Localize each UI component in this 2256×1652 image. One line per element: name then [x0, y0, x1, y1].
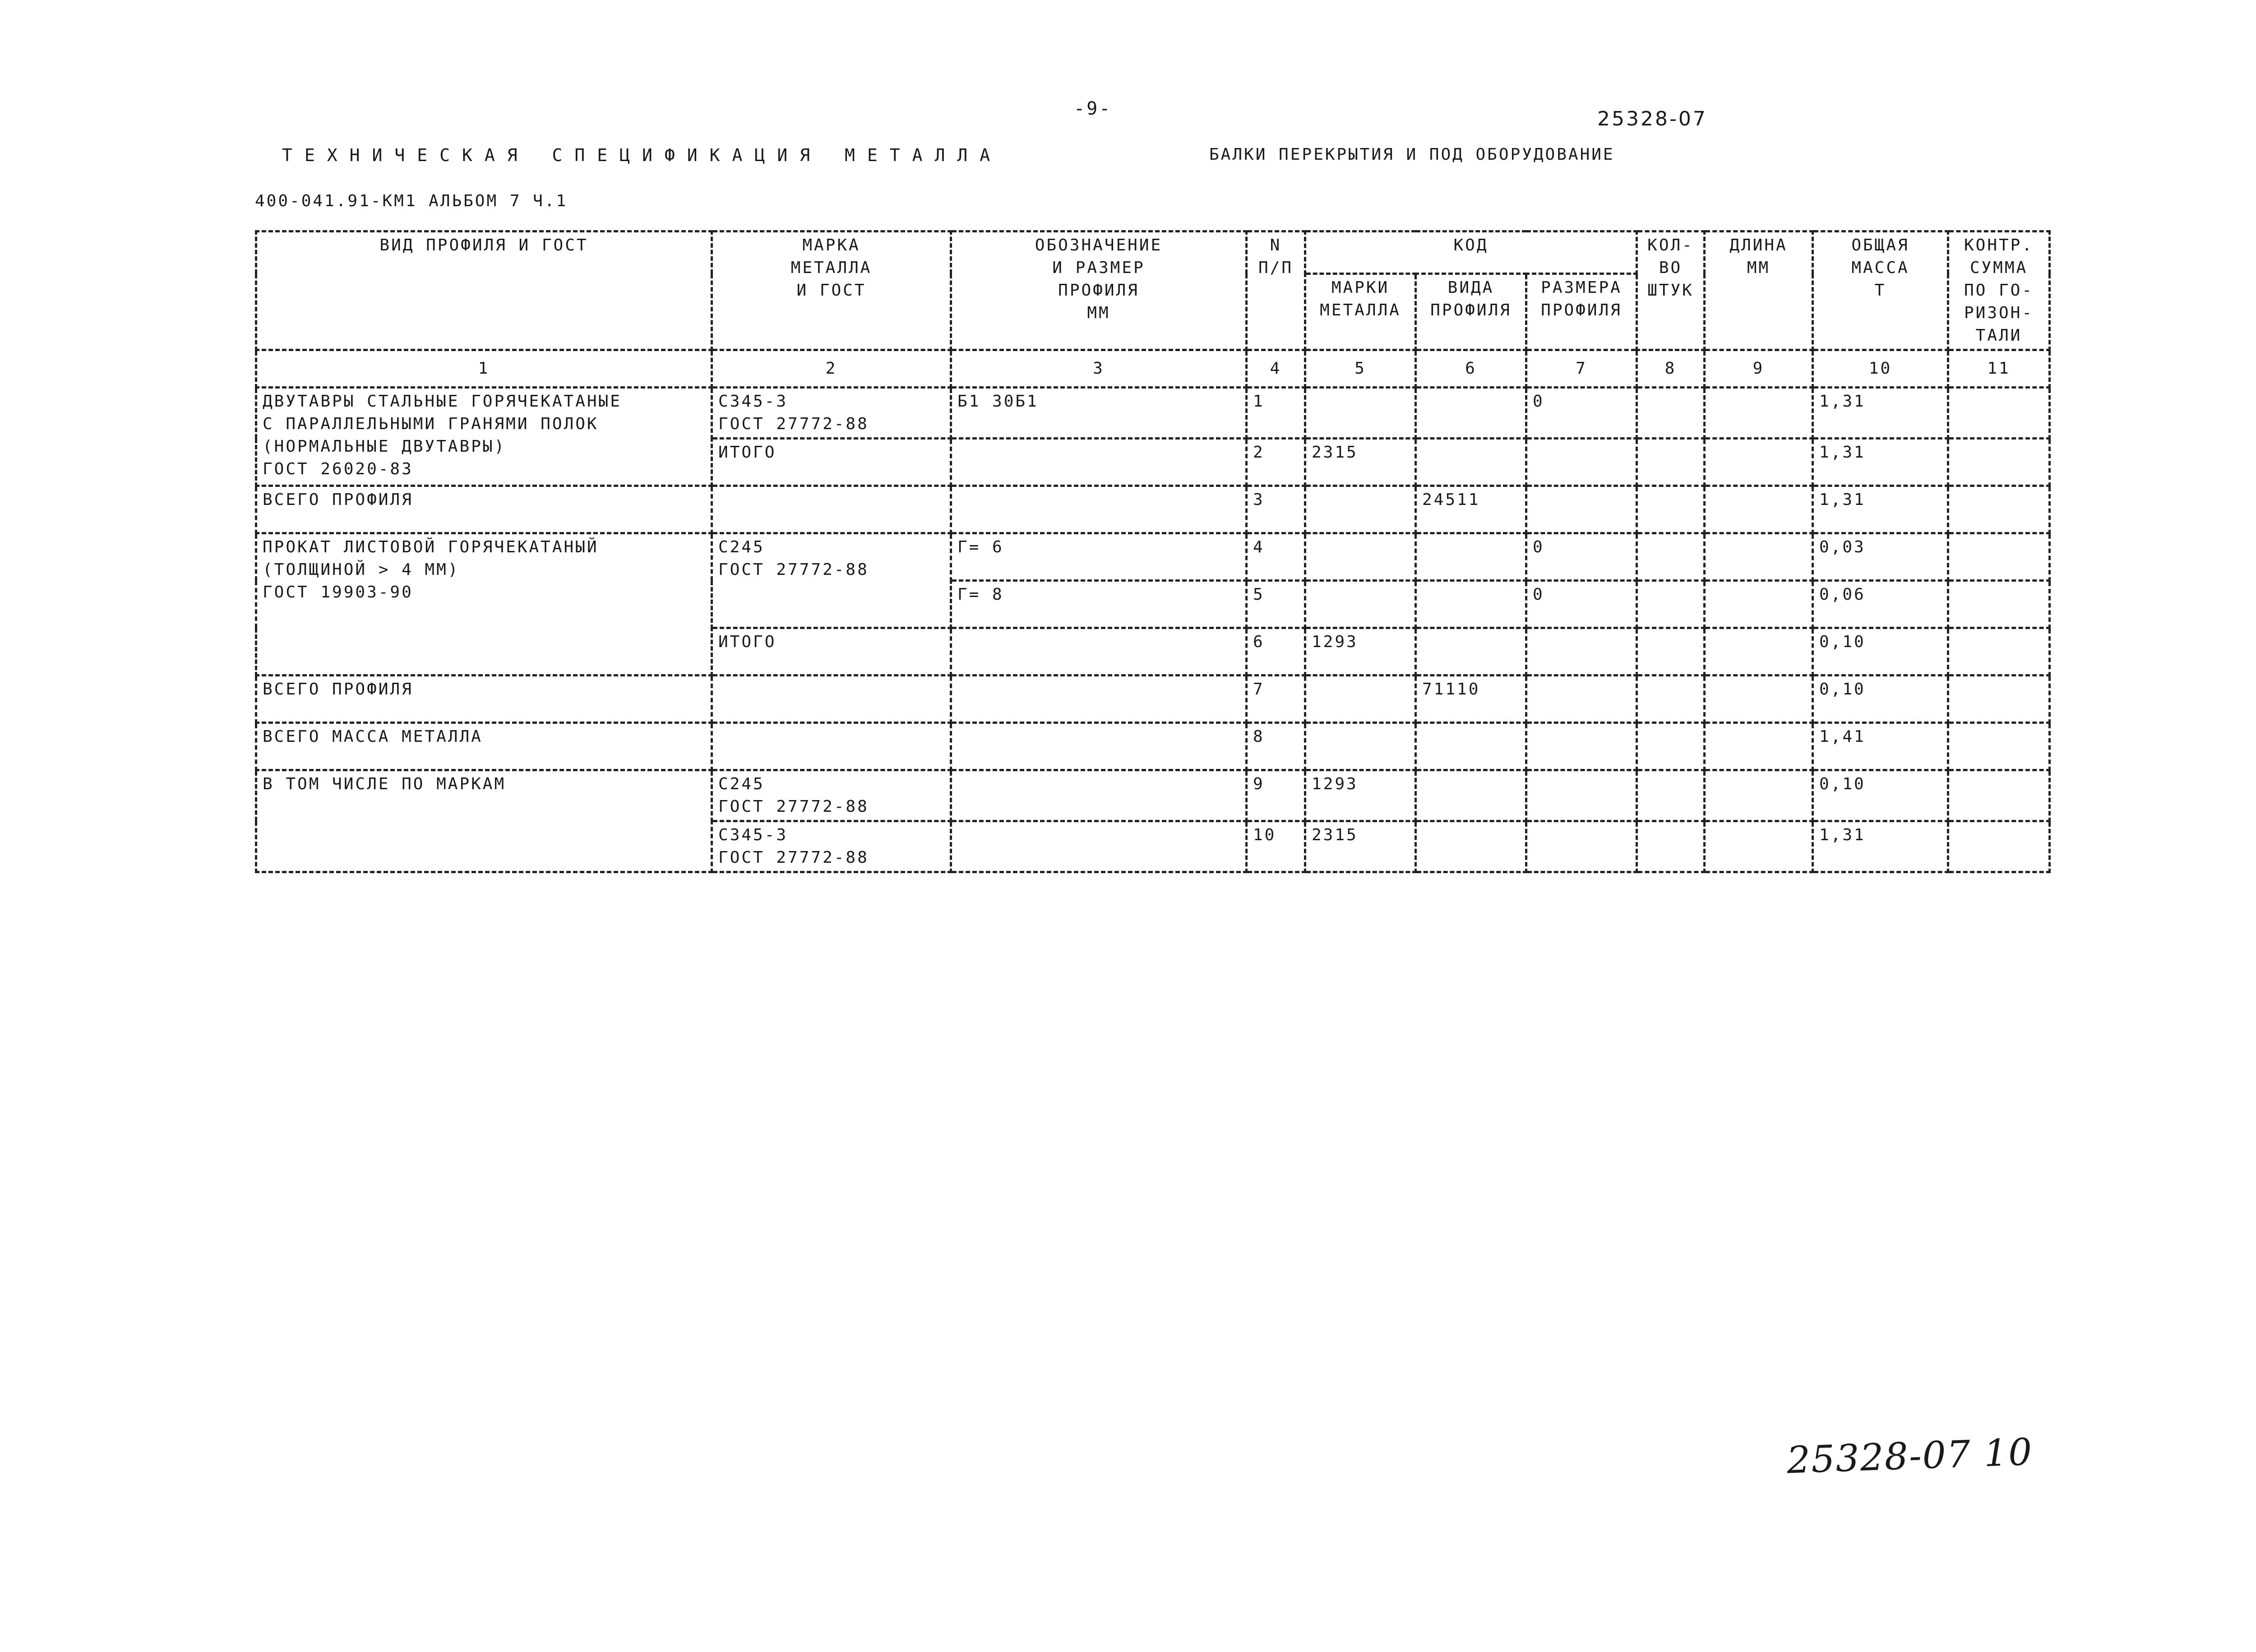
length-cell: [1705, 770, 1813, 821]
grade-cell: ИТОГО: [712, 628, 951, 676]
code-type-cell: [1416, 388, 1526, 439]
code-size-cell: 0: [1526, 581, 1637, 628]
column-number: 9: [1705, 350, 1813, 388]
header-npp: N П/П: [1247, 231, 1305, 350]
header-mass: ОБЩАЯ МАССА Т: [1813, 231, 1948, 350]
npp-cell: 2: [1247, 439, 1305, 486]
header-checksum: КОНТР. СУММА ПО ГО- РИЗОН- ТАЛИ: [1948, 231, 2050, 350]
designation-cell: Б1 30Б1: [951, 388, 1247, 439]
checksum-cell: [1948, 533, 2050, 581]
mass-cell: 0,06: [1813, 581, 1948, 628]
designation-cell: [951, 486, 1247, 533]
length-cell: [1705, 723, 1813, 770]
code-grade-cell: [1305, 581, 1416, 628]
profile-cell: ВСЕГО МАССА МЕТАЛЛА: [256, 723, 712, 770]
code-size-cell: 0: [1526, 388, 1637, 439]
mass-cell: 0,10: [1813, 676, 1948, 723]
npp-cell: 3: [1247, 486, 1305, 533]
npp-cell: 1: [1247, 388, 1305, 439]
code-size-cell: [1526, 676, 1637, 723]
specification-table: [255, 230, 2051, 873]
mass-cell: 0,03: [1813, 533, 1948, 581]
qty-cell: [1637, 676, 1705, 723]
mass-cell: 1,31: [1813, 486, 1948, 533]
column-number: 4: [1247, 350, 1305, 388]
column-number: 6: [1416, 350, 1526, 388]
code-size-cell: [1526, 770, 1637, 821]
table-row: [256, 676, 2050, 723]
grade-cell: С245 ГОСТ 27772-88: [712, 770, 951, 821]
designation-cell: [951, 676, 1247, 723]
grade-cell: [712, 486, 951, 533]
code-type-cell: 24511: [1416, 486, 1526, 533]
code-grade-cell: 1293: [1305, 628, 1416, 676]
npp-cell: 10: [1247, 821, 1305, 872]
length-cell: [1705, 581, 1813, 628]
length-cell: [1705, 439, 1813, 486]
mass-cell: 1,31: [1813, 388, 1948, 439]
column-number: 7: [1526, 350, 1637, 388]
code-type-cell: [1416, 770, 1526, 821]
checksum-cell: [1948, 723, 2050, 770]
code-size-cell: 0: [1526, 533, 1637, 581]
designation-cell: [951, 439, 1247, 486]
qty-cell: [1637, 486, 1705, 533]
qty-cell: [1637, 628, 1705, 676]
table-row: [256, 486, 2050, 533]
qty-cell: [1637, 821, 1705, 872]
header-designation: ОБОЗНАЧЕНИЕ И РАЗМЕР ПРОФИЛЯ ММ: [951, 231, 1247, 350]
mass-cell: 1,31: [1813, 821, 1948, 872]
handwritten-document-code: 25328-07 10: [1786, 1430, 2034, 1482]
header-code-grade: МАРКИ МЕТАЛЛА: [1305, 274, 1416, 350]
code-grade-cell: [1305, 388, 1416, 439]
column-number: 11: [1948, 350, 2050, 388]
checksum-cell: [1948, 821, 2050, 872]
page-number: -9-: [1074, 98, 1112, 119]
profile-cell: ДВУТАВРЫ СТАЛЬНЫЕ ГОРЯЧЕКАТАНЫЕ С ПАРАЛЛЕЛЬНЫМИ ГРАНЯМИ ПОЛОК (НОРМАЛЬНЫЕ ДВУТАВРЫ) ГОСТ 26020-83: [256, 388, 712, 486]
checksum-cell: [1948, 628, 2050, 676]
table-header-row: [256, 231, 2050, 274]
code-size-cell: [1526, 439, 1637, 486]
qty-cell: [1637, 388, 1705, 439]
code-grade-cell: 2315: [1305, 439, 1416, 486]
code-type-cell: [1416, 581, 1526, 628]
header-code-size: РАЗМЕРА ПРОФИЛЯ: [1526, 274, 1637, 350]
mass-cell: 1,41: [1813, 723, 1948, 770]
grade-cell: С245 ГОСТ 27772-88: [712, 533, 951, 628]
npp-cell: 5: [1247, 581, 1305, 628]
qty-cell: [1637, 533, 1705, 581]
designation-cell: [951, 628, 1247, 676]
header-code-group: КОД: [1305, 231, 1637, 274]
code-type-cell: [1416, 628, 1526, 676]
column-number-row: [256, 350, 2050, 388]
checksum-cell: [1948, 770, 2050, 821]
table-row: [256, 533, 2050, 581]
code-size-cell: [1526, 723, 1637, 770]
designation-cell: [951, 821, 1247, 872]
header-length: ДЛИНА ММ: [1705, 231, 1813, 350]
grade-cell: С345-3 ГОСТ 27772-88: [712, 388, 951, 439]
length-cell: [1705, 821, 1813, 872]
qty-cell: [1637, 439, 1705, 486]
npp-cell: 6: [1247, 628, 1305, 676]
code-grade-cell: [1305, 486, 1416, 533]
column-number: 3: [951, 350, 1247, 388]
qty-cell: [1637, 581, 1705, 628]
length-cell: [1705, 388, 1813, 439]
checksum-cell: [1948, 676, 2050, 723]
document-code: 25328-07: [1597, 107, 1707, 130]
length-cell: [1705, 676, 1813, 723]
npp-cell: 4: [1247, 533, 1305, 581]
grade-cell: ИТОГО: [712, 439, 951, 486]
code-type-cell: [1416, 439, 1526, 486]
header-grade: МАРКА МЕТАЛЛА И ГОСТ: [712, 231, 951, 350]
code-type-cell: 71110: [1416, 676, 1526, 723]
code-grade-cell: 1293: [1305, 770, 1416, 821]
header-profile: ВИД ПРОФИЛЯ И ГОСТ: [256, 231, 712, 350]
column-number: 10: [1813, 350, 1948, 388]
profile-cell: ВСЕГО ПРОФИЛЯ: [256, 486, 712, 533]
checksum-cell: [1948, 439, 2050, 486]
code-grade-cell: [1305, 723, 1416, 770]
designation-cell: Г= 6: [951, 533, 1247, 581]
header-code-type: ВИДА ПРОФИЛЯ: [1416, 274, 1526, 350]
designation-cell: [951, 770, 1247, 821]
table-row: [256, 723, 2050, 770]
checksum-cell: [1948, 486, 2050, 533]
npp-cell: 7: [1247, 676, 1305, 723]
header-qty: КОЛ- ВО ШТУК: [1637, 231, 1705, 350]
length-cell: [1705, 628, 1813, 676]
mass-cell: 1,31: [1813, 439, 1948, 486]
designation-cell: [951, 723, 1247, 770]
code-type-cell: [1416, 723, 1526, 770]
album-reference: 400-041.91-КМ1 АЛЬБОМ 7 Ч.1: [255, 192, 568, 210]
column-number: 2: [712, 350, 951, 388]
profile-cell: ВСЕГО ПРОФИЛЯ: [256, 676, 712, 723]
code-grade-cell: [1305, 676, 1416, 723]
code-size-cell: [1526, 628, 1637, 676]
qty-cell: [1637, 723, 1705, 770]
npp-cell: 8: [1247, 723, 1305, 770]
checksum-cell: [1948, 581, 2050, 628]
profile-cell: В ТОМ ЧИСЛЕ ПО МАРКАМ: [256, 770, 712, 872]
page-subtitle: БАЛКИ ПЕРЕКРЫТИЯ И ПОД ОБОРУДОВАНИЕ: [1209, 145, 1615, 164]
column-number: 5: [1305, 350, 1416, 388]
npp-cell: 9: [1247, 770, 1305, 821]
column-number: 1: [256, 350, 712, 388]
code-type-cell: [1416, 821, 1526, 872]
code-grade-cell: 2315: [1305, 821, 1416, 872]
column-number: 8: [1637, 350, 1705, 388]
grade-cell: [712, 723, 951, 770]
profile-cell: ПРОКАТ ЛИСТОВОЙ ГОРЯЧЕКАТАНЫЙ (ТОЛЩИНОЙ > 4 ММ) ГОСТ 19903-90: [256, 533, 712, 676]
designation-cell: Г= 8: [951, 581, 1247, 628]
grade-cell: [712, 676, 951, 723]
grade-cell: С345-3 ГОСТ 27772-88: [712, 821, 951, 872]
page-title: ТЕХНИЧЕСКАЯ СПЕЦИФИКАЦИЯ МЕТАЛЛА: [282, 145, 1003, 165]
checksum-cell: [1948, 388, 2050, 439]
code-size-cell: [1526, 486, 1637, 533]
code-grade-cell: [1305, 533, 1416, 581]
length-cell: [1705, 533, 1813, 581]
table-row: [256, 770, 2050, 821]
code-type-cell: [1416, 533, 1526, 581]
table-row: [256, 388, 2050, 439]
length-cell: [1705, 486, 1813, 533]
qty-cell: [1637, 770, 1705, 821]
mass-cell: 0,10: [1813, 628, 1948, 676]
code-size-cell: [1526, 821, 1637, 872]
mass-cell: 0,10: [1813, 770, 1948, 821]
